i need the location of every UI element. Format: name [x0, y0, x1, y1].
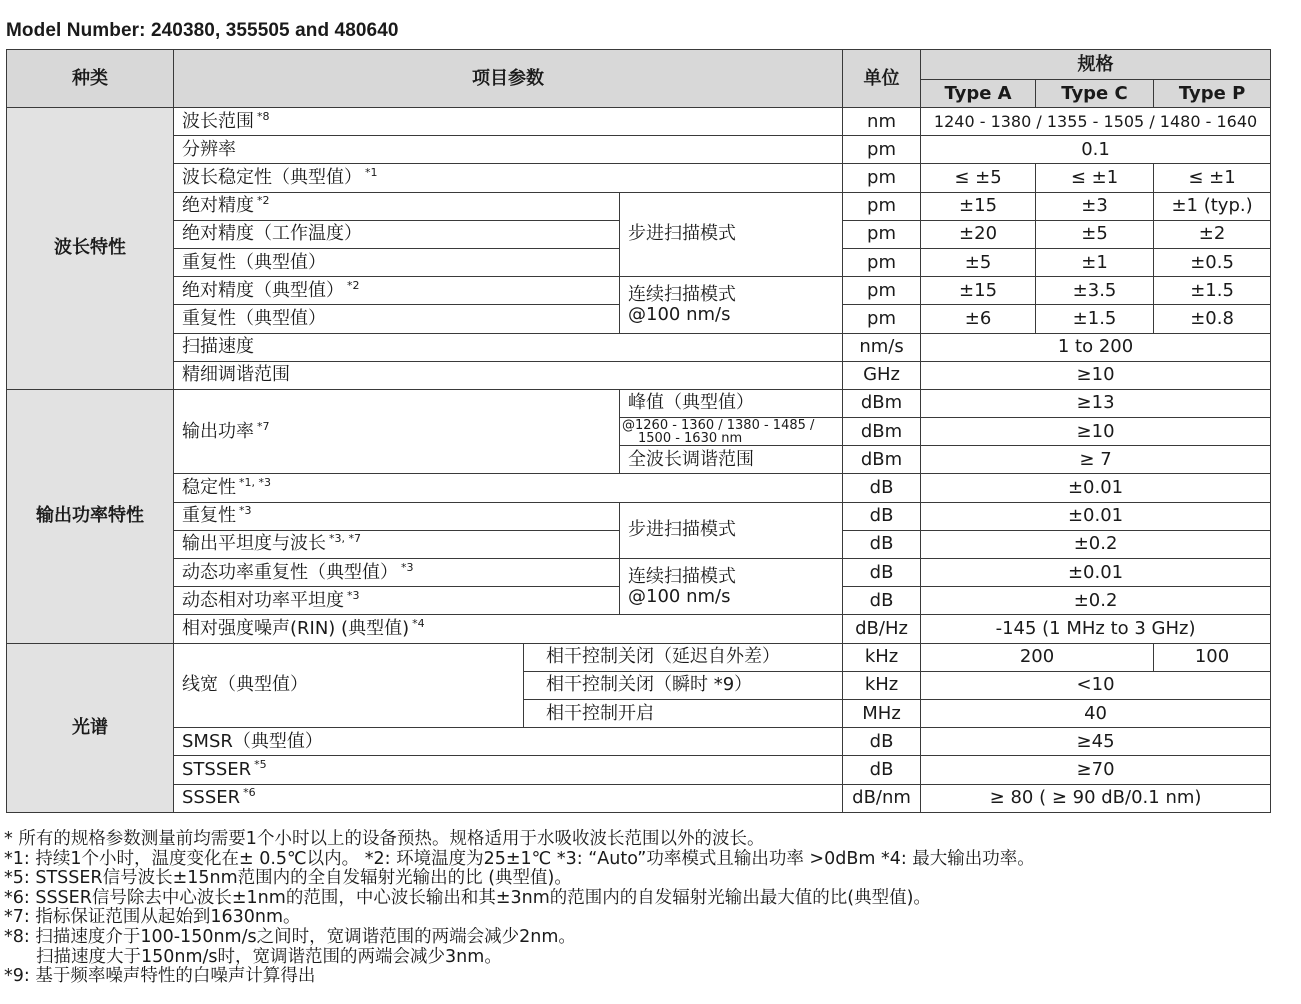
value-cell: 40	[921, 699, 1271, 727]
footnote: *7: 指标保证范围从起始到1630nm。	[4, 907, 301, 928]
unit-cell: pm	[843, 192, 921, 220]
unit-cell: dB/nm	[843, 784, 921, 812]
value-cell: ≤ ±1	[1036, 164, 1154, 192]
row-label: 波长范围 $^{*8}$	[174, 108, 843, 136]
footnote: 扫描速度大于150nm/s时，宽调谐范围的两端会减少3nm。	[36, 946, 502, 967]
footnotes	[4, 830, 1035, 987]
footnote: *9: 基于频率噪声特性的白噪声计算得出	[4, 966, 316, 987]
unit-cell: pm	[843, 305, 921, 333]
value-cell: ±1.5	[1036, 305, 1154, 333]
unit-cell: dB	[843, 587, 921, 615]
header-spec: 规格	[921, 50, 1271, 80]
value-cell: ±6	[921, 305, 1036, 333]
value-cell: ±0.8	[1154, 305, 1271, 333]
table-row	[7, 192, 1271, 220]
footnote: *6: SSSER信号除去中心波长±1nm的范围，中心波长输出和其±3nm的范围内的自发辐射光输出最大值的比(典型值)。	[4, 887, 931, 908]
unit-cell: pm	[843, 220, 921, 248]
value-cell: 200	[921, 643, 1154, 671]
table-row	[7, 164, 1271, 192]
row-label: 输出功率 $^{*7}$	[174, 389, 620, 474]
unit-cell: MHz	[843, 699, 921, 727]
header-row	[7, 50, 1271, 80]
value-cell: ±5	[921, 248, 1036, 276]
unit-cell: nm	[843, 108, 921, 136]
model-number-title: Model Number: 240380, 355505 and 480640	[6, 20, 399, 41]
footnote: * 所有的规格参数测量前均需要1个小时以上的设备预热。规格适用于水吸收波长范围以外的波长。	[4, 829, 765, 849]
row-label: 稳定性 $^{*1, *3}$	[174, 474, 843, 502]
footnote: *5: STSSER信号波长±15nm范围内的全自发辐射光输出的比 (典型值)。	[4, 868, 572, 889]
value-cell: 100	[1154, 643, 1271, 671]
value-cell: ≤ ±1	[1154, 164, 1271, 192]
row-label: 线宽（典型值）	[174, 643, 524, 728]
value-cell: ±2	[1154, 220, 1271, 248]
unit-cell: pm	[843, 136, 921, 164]
row-label: SSSER $^{*6}$	[174, 784, 843, 812]
unit-cell: nm/s	[843, 333, 921, 361]
value-cell: 1240 - 1380 / 1355 - 1505 / 1480 - 1640	[921, 108, 1271, 136]
category-output-power: 输出功率特性	[7, 389, 174, 643]
sub-label: 相干控制关闭（延迟自外差）	[524, 643, 843, 671]
category-wavelength: 波长特性	[7, 108, 174, 390]
mode-cell: 步进扫描模式	[620, 192, 843, 277]
value-cell: ≥ 80 ( ≥ 90 dB/0.1 nm)	[921, 784, 1271, 812]
table-row	[7, 136, 1271, 164]
value-cell: ±5	[1036, 220, 1154, 248]
table-row	[7, 615, 1271, 643]
table-row	[7, 756, 1271, 784]
row-label: 输出平坦度与波长 $^{*3, *7}$	[174, 530, 620, 558]
value-cell: ±0.01	[921, 559, 1271, 587]
value-cell: ±0.2	[921, 587, 1271, 615]
footnote: *8: 扫描速度介于100-150nm/s之间时，宽调谐范围的两端会减少2nm。	[4, 926, 576, 947]
row-label: SMSR（典型值）	[174, 728, 843, 756]
header-type-a: Type A	[921, 80, 1036, 108]
row-label: 动态功率重复性（典型值） $^{*3}$	[174, 559, 620, 587]
unit-cell: pm	[843, 277, 921, 305]
category-spectrum: 光谱	[7, 643, 174, 812]
unit-cell: dB	[843, 756, 921, 784]
value-cell: ±3	[1036, 192, 1154, 220]
value-cell: ±1	[1036, 248, 1154, 276]
mode-cell: 连续扫描模式 @100 nm/s	[620, 559, 843, 615]
table-row	[7, 643, 1271, 671]
sub-label: 相干控制关闭（瞬时 *9）	[524, 671, 843, 699]
row-label: 相对强度噪声(RIN) (典型值) $^{*4}$	[174, 615, 843, 643]
value-cell: 0.1	[921, 136, 1271, 164]
value-cell: ≥45	[921, 728, 1271, 756]
value-cell: ±0.5	[1154, 248, 1271, 276]
unit-cell: dB	[843, 530, 921, 558]
row-label: 扫描速度	[174, 333, 843, 361]
row-label: 精细调谐范围	[174, 361, 843, 389]
mode-cell: 步进扫描模式	[620, 502, 843, 558]
unit-cell: kHz	[843, 671, 921, 699]
value-cell: -145 (1 MHz to 3 GHz)	[921, 615, 1271, 643]
mode-cell: 连续扫描模式 @100 nm/s	[620, 277, 843, 333]
unit-cell: dB	[843, 474, 921, 502]
row-label: 重复性 $^{*3}$	[174, 502, 620, 530]
value-cell: ≥10	[921, 361, 1271, 389]
unit-cell: pm	[843, 164, 921, 192]
table-row	[7, 389, 1271, 417]
unit-cell: kHz	[843, 643, 921, 671]
header-category: 种类	[7, 50, 174, 108]
value-cell: ±0.01	[921, 474, 1271, 502]
value-cell: ≥13	[921, 389, 1271, 417]
spec-table	[6, 49, 1271, 813]
unit-cell: dBm	[843, 389, 921, 417]
sub-label: 峰值（典型值）	[620, 389, 843, 417]
table-row	[7, 361, 1271, 389]
footnote: *1: 持续1个小时，温度变化在± 0.5℃以内。 *2: 环境温度为25±1℃ *3: “Auto”功率模式且输出功率 >0dBm *4: 最大输出功率。	[4, 848, 1035, 869]
value-cell: ≤ ±5	[921, 164, 1036, 192]
value-cell: ±15	[921, 277, 1036, 305]
unit-cell: GHz	[843, 361, 921, 389]
table-row	[7, 108, 1271, 136]
header-type-c: Type C	[1036, 80, 1154, 108]
header-item: 项目参数	[174, 50, 843, 108]
row-label: 分辨率	[174, 136, 843, 164]
table-row	[7, 277, 1271, 305]
table-row	[7, 559, 1271, 587]
value-cell: ±0.01	[921, 502, 1271, 530]
unit-cell: dBm	[843, 418, 921, 446]
sub-label: 相干控制开启	[524, 699, 843, 727]
row-label: STSSER $^{*5}$	[174, 756, 843, 784]
value-cell: ±1 (typ.)	[1154, 192, 1271, 220]
row-label: 动态相对功率平坦度 $^{*3}$	[174, 587, 620, 615]
row-label: 波长稳定性（典型值） $^{*1}$	[174, 164, 843, 192]
table-row	[7, 333, 1271, 361]
value-cell: ±0.2	[921, 530, 1271, 558]
unit-cell: dBm	[843, 446, 921, 474]
value-cell: <10	[921, 671, 1271, 699]
row-label: 绝对精度（典型值） $^{*2}$	[174, 277, 620, 305]
value-cell: ±3.5	[1036, 277, 1154, 305]
unit-cell: dB	[843, 502, 921, 530]
sub-label: 全波长调谐范围	[620, 446, 843, 474]
unit-cell: dB	[843, 728, 921, 756]
value-cell: ±1.5	[1154, 277, 1271, 305]
header-type-p: Type P	[1154, 80, 1271, 108]
value-cell: ≥ 7	[921, 446, 1271, 474]
row-label: 绝对精度 $^{*2}$	[174, 192, 620, 220]
unit-cell: dB/Hz	[843, 615, 921, 643]
value-cell: ±20	[921, 220, 1036, 248]
row-label: 重复性（典型值）	[174, 305, 620, 333]
table-row	[7, 502, 1271, 530]
table-row	[7, 728, 1271, 756]
sub-label: @1260 - 1360 / 1380 - 1485 / 1500 - 1630 nm	[620, 418, 843, 446]
unit-cell: pm	[843, 248, 921, 276]
value-cell: ±15	[921, 192, 1036, 220]
header-unit: 单位	[843, 50, 921, 108]
row-label: 绝对精度（工作温度）	[174, 220, 620, 248]
row-label: 重复性（典型值）	[174, 248, 620, 276]
value-cell: ≥70	[921, 756, 1271, 784]
unit-cell: dB	[843, 559, 921, 587]
value-cell: 1 to 200	[921, 333, 1271, 361]
value-cell: ≥10	[921, 418, 1271, 446]
table-row	[7, 474, 1271, 502]
table-row	[7, 784, 1271, 812]
